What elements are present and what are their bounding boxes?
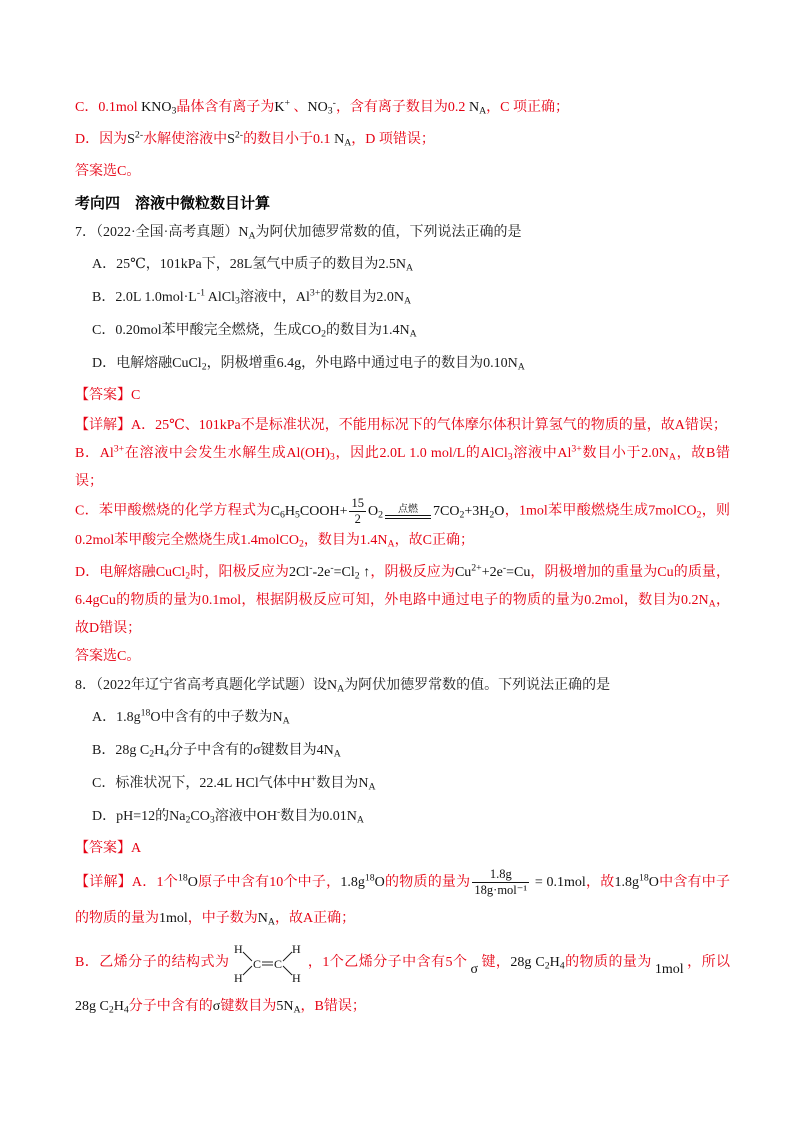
formula (469, 100, 486, 115)
text-run: -2e (312, 565, 331, 580)
text-run: C．0.1mol (75, 100, 142, 115)
formula (227, 129, 244, 147)
superscript: 2- (134, 129, 144, 141)
subscript: 3 (171, 105, 177, 117)
reaction-condition: 点燃 (398, 504, 419, 515)
text-run: ，含有离子数目为0.2 (335, 100, 469, 115)
text-run: ，阴极增加的重量为Cu的质量，6.4gCu的物质的量为0.1mol，根据阴极反应可知，外电路中通过电子的物质的量为0.2mol，数目为0.2N (75, 565, 731, 608)
subscript: 3 (329, 451, 335, 463)
text-run: =Cl (333, 565, 355, 580)
text-run: NO (307, 100, 328, 115)
q8-stem (75, 671, 730, 701)
subscript: 3 (327, 105, 333, 117)
text-run: 溶液中Al (512, 446, 572, 461)
subscript: A (267, 916, 275, 928)
text-run: ，故D错误； (75, 593, 730, 636)
q8-explanation-b (75, 941, 730, 1029)
prev-conclusion: 答案选C。 (75, 164, 141, 179)
atom-c-left: C (253, 957, 262, 971)
text-run: 7．（2022·全国·高考真题）N (75, 225, 249, 240)
q8-explanation-a (75, 865, 730, 937)
text-run: ，则0.2mol苯甲酸完全燃烧生成1.4molCO (75, 503, 731, 548)
text-run: 5N (276, 999, 294, 1015)
subscript: A (405, 262, 414, 274)
text-run: 数目为0.01N (280, 809, 357, 824)
text-run: N (334, 132, 345, 147)
text-run: N (468, 100, 480, 115)
text-run: S (127, 132, 135, 147)
text-run: H (284, 503, 295, 519)
text-run: 溶液中，Al (239, 290, 310, 305)
text-run: ，中子数为 (187, 911, 258, 926)
text-run: ↑ (359, 565, 371, 580)
superscript: + (284, 97, 291, 109)
superscript: 3+ (571, 443, 582, 455)
text-run: ，D 项错误； (351, 132, 435, 147)
superscript: 2- (234, 129, 244, 141)
superscript: - (276, 806, 281, 818)
q7-option-c (75, 314, 730, 347)
text-run: σ (212, 999, 221, 1015)
text-run: D．电解熔融CuCl (92, 356, 202, 371)
subscript: 2 (378, 509, 384, 521)
subscript: A (356, 814, 364, 826)
text-run: 分子中含有的σ键数目为4N (169, 743, 334, 758)
q7-option-b (75, 281, 730, 314)
subscript: 2 (459, 509, 465, 521)
ethylene-structural-formula (233, 941, 303, 985)
reaction-condition-sign (385, 504, 431, 519)
subscript: 2 (354, 570, 360, 582)
lowered-formula (470, 962, 478, 977)
text-run: 的数目为2.0N (320, 290, 404, 305)
page-content (75, 92, 730, 1029)
text-run: O (367, 503, 379, 519)
q7-conclusion: 答案选C。 (75, 649, 141, 664)
fraction-numerator: 15 (351, 496, 364, 510)
text-run: 【详解】A．25℃、101kPa不是标准状况，不能用标况下的气体摩尔体积计算氢气的物质的量，故A错误； (75, 418, 727, 433)
text-run: A．1.8g (92, 710, 141, 725)
superscript: 18 (638, 872, 649, 884)
text-run: Cu (454, 565, 472, 580)
superscript: 18 (177, 872, 188, 884)
text-run: ，阴极增重6.4g，外电路中通过电子的数目为0.10N (206, 356, 518, 371)
text-run: σ (470, 962, 478, 978)
superscript: 3+ (113, 443, 125, 455)
text-run: 7CO (433, 503, 460, 519)
text-run: O中含有的中子数为N (150, 710, 283, 725)
subscript: A (337, 683, 345, 695)
text-run: 2Cl (288, 565, 310, 580)
text-run: C．0.20mol苯甲酸完全燃烧，生成CO (92, 323, 322, 338)
text-run: D．电解熔融CuCl (75, 565, 186, 580)
text-run: ，B错误； (300, 999, 366, 1015)
subscript: 4 (559, 960, 565, 972)
text-run: AlCl (205, 290, 236, 305)
atom-h-bottom-right: H (292, 971, 302, 985)
atom-h-bottom-left: H (234, 971, 244, 985)
subscript: 2 (185, 814, 191, 826)
text-run: 为阿伏加德罗常数的值，下列说法正确的是 (255, 225, 522, 240)
q7-explanation-c (75, 496, 730, 555)
subscript: 2 (185, 570, 191, 582)
text-run: C (270, 503, 280, 519)
text-run: 28g C (75, 999, 109, 1015)
formula (340, 872, 385, 890)
formula (454, 562, 531, 580)
subscript: 4 (123, 1004, 129, 1016)
text-run: 数目为N (316, 776, 369, 791)
text-run: = 0.1mol (531, 875, 586, 890)
text-run: ，故 (585, 875, 615, 890)
text-run: CO (190, 809, 210, 824)
text-run: 分子中含有的 (128, 999, 213, 1015)
subscript: A (368, 781, 376, 793)
text-run: B．Al (75, 446, 114, 461)
subscript: A (708, 598, 716, 610)
text-run: H (113, 999, 124, 1015)
subscript: 2 (544, 960, 550, 972)
superscript: 2+ (471, 562, 482, 574)
subscript: 2 (321, 328, 326, 340)
formula (177, 872, 198, 890)
prev-explanation-c (75, 92, 730, 124)
text-run: ，故C正确； (394, 533, 474, 548)
subscript: A (248, 230, 256, 242)
subscript: 2 (489, 509, 495, 521)
single-bond (283, 952, 292, 961)
formula (258, 911, 275, 926)
q8-option-c (75, 767, 730, 800)
q8-answer: 【答案】A (75, 841, 142, 856)
formula (75, 999, 129, 1014)
text-run: 时，阳极反应为 (190, 565, 289, 580)
formula (510, 955, 564, 970)
text-run: 、 (290, 100, 308, 115)
text-run: ，故B错误； (75, 446, 731, 489)
text-run: H (154, 743, 165, 758)
double-line-equals (385, 515, 431, 519)
text-run: ，1个乙烯分子中含有5个 (307, 955, 468, 971)
subscript: 2 (299, 538, 304, 550)
subscript: A (387, 538, 395, 550)
q7-explanation-b (75, 440, 730, 496)
subscript: A (293, 1004, 301, 1016)
fraction-numerator: 1.8g (472, 867, 529, 883)
text-run: B．2.0L 1.0mol·L (92, 290, 197, 305)
subscript: A (668, 451, 676, 463)
text-run: O (648, 875, 659, 890)
text-run: 8．（2022年辽宁省高考真题化学试题）设N (75, 678, 338, 693)
text-run: ，阴极反应为 (370, 565, 455, 580)
subscript: A (517, 361, 525, 373)
subscript: A (333, 748, 341, 760)
q7-option-a (75, 248, 730, 281)
q7-option-d (75, 347, 730, 380)
text-run: 键数目为 (220, 999, 277, 1015)
text-run: +3H (464, 503, 490, 519)
subscript: 5 (295, 509, 300, 521)
text-run: S (227, 132, 235, 147)
subscript: A (479, 105, 487, 117)
text-run: 键， (480, 955, 511, 971)
text-run: 中含有中子的物质的量为 (75, 875, 731, 926)
text-run: 晶体含有离子为 (176, 100, 275, 115)
superscript: - (332, 97, 336, 109)
text-run: 在溶液中会发生水解生成Al(OH) (124, 446, 330, 461)
text-run: C．苯甲酸燃烧的化学方程式为 (75, 503, 271, 519)
text-run: COOH+ (299, 503, 348, 519)
text-run: 【详解】A．1个 (75, 875, 178, 890)
text-run: 1.8g (340, 875, 365, 890)
single-bond (243, 966, 252, 975)
text-run: ，因此2.0L 1.0 mol/L的AlCl (334, 446, 508, 461)
subscript: 3 (507, 451, 513, 463)
formula (270, 496, 505, 526)
text-run: KNO (141, 100, 172, 115)
superscript: - (309, 562, 313, 574)
text-run: ，故A正确； (274, 911, 356, 926)
q8-option-a (75, 701, 730, 734)
subscript: 6 (279, 509, 285, 521)
prev-explanation-d (75, 124, 730, 156)
subscript: A (403, 295, 412, 307)
formula (307, 97, 336, 117)
fraction-denominator: 2 (354, 512, 361, 526)
superscript: + (310, 773, 317, 785)
fraction (472, 867, 529, 898)
atom-c-right: C (274, 957, 283, 971)
q8-option-b (75, 734, 730, 767)
subscript: 2 (201, 361, 207, 373)
formula (141, 100, 176, 115)
text-run: O (374, 875, 385, 890)
text-run: 的数目为1.4N (325, 323, 410, 338)
text-run: ，数目为1.4N (303, 533, 388, 548)
text-run: 1mol (159, 911, 188, 926)
subscript: 2 (108, 1004, 114, 1016)
text-run: 1.8g (614, 875, 639, 890)
superscript: -1 (196, 287, 206, 299)
text-run: B．乙烯分子的结构式为 (75, 955, 230, 971)
text-run: 1mol (654, 962, 684, 978)
formula (276, 999, 300, 1014)
text-run: 溶液中OH (214, 809, 277, 824)
subscript: 3 (209, 814, 215, 826)
superscript: 18 (140, 707, 151, 719)
atom-h-top-left: H (234, 942, 244, 956)
formula (334, 132, 351, 147)
superscript: 3+ (309, 287, 321, 299)
q7-explanation-a (75, 412, 730, 440)
formula (159, 911, 188, 926)
q8-option-d (75, 800, 730, 833)
subscript: A (409, 328, 417, 340)
superscript: 18 (364, 872, 375, 884)
text-run: 原子中含有10个中子， (197, 875, 341, 890)
text-run: D．pH=12的Na (92, 809, 186, 824)
single-bond (243, 952, 252, 961)
text-run: 的数目小于0.1 (243, 132, 335, 147)
text-run: 的物质的量为 (384, 875, 471, 890)
formula (127, 129, 144, 147)
text-run: ，C 项正确； (486, 100, 569, 115)
formula (614, 872, 659, 890)
subscript: A (282, 715, 290, 727)
fraction (349, 496, 366, 527)
lowered-formula (655, 962, 684, 977)
text-run: 为阿伏加德罗常数的值。下列说法正确的是 (344, 678, 611, 693)
text-run: N (257, 911, 268, 926)
subscript: 2 (149, 748, 155, 760)
text-run: O (187, 875, 198, 890)
q8-explanation-b-lead (75, 955, 229, 970)
text-run: C．标准状况下，22.4L HCl气体中H (92, 776, 311, 791)
superscript: - (330, 562, 334, 574)
text-run: O (494, 503, 505, 519)
q7-answer: 【答案】C (75, 388, 141, 403)
text-run: B．28g C (92, 743, 150, 758)
text-run: ，1mol苯甲酸燃烧生成7molCO (504, 503, 697, 519)
text-run: D．因为 (75, 132, 128, 147)
q7-explanation-d (75, 559, 730, 643)
formula (274, 97, 291, 115)
subscript: 3 (235, 295, 240, 307)
text-run: 的物质的量为 (564, 955, 652, 971)
text-run: +2e (481, 565, 503, 580)
text-run: ，所以 (686, 955, 731, 971)
text-run: 水解使溶液中 (143, 132, 228, 147)
formula (470, 867, 586, 898)
fraction-denominator: 18g·mol⁻¹ (474, 883, 528, 898)
subscript: 2 (696, 509, 702, 521)
text-run: A．25℃，101kPa下，28L氢气中质子的数目为2.5N (92, 257, 406, 272)
text-run: =Cu (506, 565, 531, 580)
text-run: 数目小于2.0N (581, 446, 669, 461)
superscript: - (502, 562, 507, 574)
text-run: H (549, 955, 560, 971)
subscript: A (344, 137, 352, 149)
text-run: 28g C (510, 955, 545, 971)
single-bond (283, 966, 292, 975)
atom-h-top-right: H (292, 942, 302, 956)
formula (288, 562, 371, 582)
section-heading: 考向四 溶液中微粒数目计算 (75, 194, 271, 212)
subscript: 4 (164, 748, 170, 760)
text-run: K (274, 100, 285, 115)
q7-stem (75, 218, 730, 248)
